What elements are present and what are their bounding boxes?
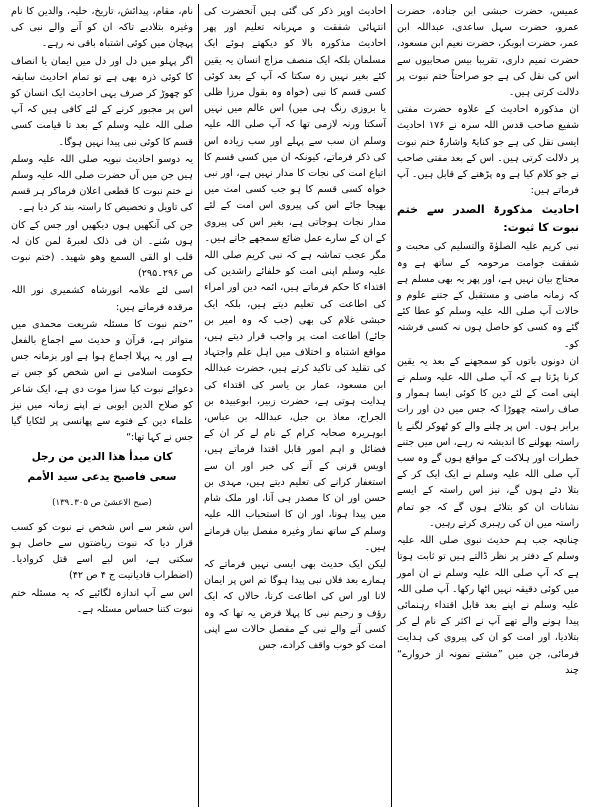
three-column-layout	[6, 4, 584, 807]
quotation: ”ختم نبوت کا مسئلہ شریعت محمدی میں متواتر ہے، قرآن و حدیث سے اجماع بالفعل ہے اور یہ پہلا اجماع ہوا ہے اور بزمانہ جس حکومت اسلامی نے اس شخص کو جس نے دعوائے نبوت کیا سزا موت دی ہے، ایک شاعر کو صلاح الدین ایوبی نے اپنے زمانہ میں نیز علماء دین کے فتوے سے پھانسی پر لٹکایا گیا جس نے کہا تھا:“	[11, 318, 193, 444]
paragraph: عمیس، حضرت حبشی ابن جنادہ، حضرت عمرو، حضرت سہل ساعدی، عبداللہ ابن عمر، حضرت ابوبکر، حضرت نعیم ابن مسعود، حضرت تمیم داری، تقریبا بیس صحابیوں سے اس کی نقل کی ہے جو صراحتاً ختم نبوت پر دلالت کرتی ہیں۔	[397, 6, 579, 99]
paragraph: جن کی آنکھیں ہوں دیکھیں اور جس کے کان ہوں سُنے۔ ان فی ذلک لعبرۃ لمن کان لہ قلب او القی السمع وھو شھید۔ (ختم نبوت ص ۲۹۶۔۲۹۵)	[11, 219, 193, 280]
paragraph: ان مذکورہ احادیث کے علاوہ حضرت مفتی شفیع صاحب قدس اللہ سرہ نے ۱۷۶ احادیث ایسی نقل کی ہے جو کنایۃً واشارۃً ختم نبوت پر دلالت کرتی ہیں۔ اس کے بعد مفتی صاحب نے جو کلام کیا ہے وہ پڑھنے کے قابل ہیں۔ آپ فرماتے ہیں:	[397, 104, 579, 197]
paragraph: اس شعر سے اس شخص نے نبوت کو کسب قرار دیا کہ نبوت ریاضتوں سے حاصل ہو سکتی ہے، اس لیے اسے قتل کروادیا۔ (اضطراب قادیانیت ج ۴ ص ۴۲)	[11, 521, 193, 582]
column-right	[392, 4, 584, 807]
paragraph: یہ دوسو احادیث نبویہ صلی اللہ علیہ وسلم ہیں جن میں آں حضرت صلی اللہ علیہ وسلم نے ختم نبوت کا قطعی اعلان فرماکر ہر قسم کی تاویل و تخصیص کا راستہ بند کر دیا ہے۔	[11, 153, 193, 214]
paragraph: اگر پہلو میں دل اور دل میں ایمان یا انصاف کا کوئی ذرہ بھی ہے تو تمام احادیث سابقہ کو چھوڑ کر صرف یہی احادیث ایک انسان کو اس پر مجبور کرنے کے لئے کافی ہیں کہ آپ صلی اللہ علیہ وسلم کے بعد تا قیامت کسی قسم کا کوئی نبی پیدا نہیں ہوگا۔	[11, 55, 193, 148]
paragraph: اسی لئے علامہ انورشاہ کشمیری نور اللہ مرقدہ فرماتے ہیں:	[11, 285, 193, 313]
citation: (صبح الاعشیٰ ص ۳۰۵۔۱۳۹)	[52, 497, 152, 508]
paragraph: نبی کریم علیہ الصلوٰۃ والتسلیم کی محبت و شفقت جوامت مرحومہ کے ساتھ ہے وہ محتاج بیان نہیں ہے، اور پھر یہ بھی مسلم ہے کہ زمانہ ماضی و مستقبل کے جتنے علوم و حالات آپ صلی اللہ علیہ وسلم کو عطا کئے گئے وہ کسی کو حاصل ہوں نہ کسی فرشتہ کو۔	[397, 241, 579, 350]
paragraph: احادیث اوپر ذکر کی گئی ہیں آنحضرت کی انتہائی شفقت و مہربانہ تعلیم اور پھر احادیث مذکورہ بالا کو دیکھتے ہوئے ایک مسلمان بلکہ ایک منصف مزاج انسان یہ یقین کئے بغیر نہیں رہ سکتا کہ آپ کے بعد کوئی کسی قسم کا نبی (خواہ وہ بقول مرزا ظلی یا بروزی رنگ ہی میں) اس عالم میں نہیں آسکتا ورنہ لازمی تھا کہ آپ صلی اللہ علیہ وسلم ان سب سے پہلے اور سب زیادہ اس کی ذکر فرماتے، کیونکہ ان میں کسی قسم کا اتباع امت کی نجات کا مدار نہیں ہے، اور نبی خواہ کسی قسم کا ہو جب کسی امت میں بھیجا جائے اس کی پیروی اس امت کے لئے مدار نجات ہوجاتی ہے، بغیر اس کی پیروی کے ان کے سارے عمل ضائع سمجھے جاتے ہیں۔	[204, 6, 386, 244]
arabic-verse-line: کان مبدأ ھذا الدین من رجل	[31, 451, 173, 464]
section-heading: احادیث مذکورۃ الصدر سے ختم نبوت کا ثبوت:	[397, 203, 579, 235]
paragraph: چنانچہ جب ہم حدیث نبوی صلی اللہ علیہ وسلم کے دفتر پر نظر ڈالتے ہیں تو ثابت ہوتا ہے کہ آپ صلی اللہ علیہ وسلم نے ان امور میں کوئی دقیقہ نہیں اٹھا رکھا۔ آپ صلی اللہ علیہ وسلم نے اپنے بعد قابل اقتداء رہنمائی پیدا ہونے والے تھے آپ نے اکثر کے نام لے کر بتلادیا، اور امت کو ان کی پیروی کی ہدایت فرمائی، جن میں ”مشتے نمونہ از خروارے“ چند	[397, 535, 579, 676]
paragraph: لیکن ایک حدیث بھی ایسی نہیں فرماتے کہ ہمارے بعد فلاں نبی پیدا ہوگا تم اس پر ایمان لانا اور اس کی اطاعت کرنا، حالاں کہ ایک رؤف و رحیم نبی کا پہلا فرض یہ تھا کہ وہ کسی آنے والے نبی کے مفصل حالات سے اپنی امت کو خوب واقف کرادے، جس	[204, 558, 386, 651]
paragraph: مگر عجب تماشہ ہے کہ نبی کریم صلی اللہ علیہ وسلم اپنی امت کو خلفائے راشدین کی اقتداء کا حکم فرماتے ہیں، ائمہ دین اور امراء کی اطاعت کی تعلیم دیتے ہیں، بلکہ ایک حبشی غلام کی بھی (جب کہ وہ امیر بن جائے) اطاعت امت پر واجب قرار دیتے ہیں، مواقع اشتباہ و اختلاف میں اہل علم واجتہاد کی تقلید کی تاکید کرتے ہیں، حضرت عبداللہ ابن مسعود، عمار بن یاسر کی اقتداء کی ہدایت ہوتی ہے، حضرت زبیر، ابوعبیدہ بن الجراح، معاذ بن جبل، عبداللہ بن عباس، ابوہریرہ صحابہ کرام کے نام لے کر ان کے فضائل و اہم امور قابل اقتدا فرماتے ہیں، اویس قرنی کے آنے کی خبر اور ان سے استغفار کرانے کی تعلیم دیتے ہیں، مہدی بن حسن اور ان کا مصدر ہی آنا، اور ملک شام میں پیدا ہونا، اور ان کا استحباب اللہ علیہ وسلم کے ساتھ نماز وغیرہ مفصل بیان فرماتے ہیں۔	[204, 250, 386, 553]
column-middle	[199, 4, 392, 807]
paragraph: اس سے آپ اندازہ لگائیے کہ یہ مسئلہ ختم نبوت کتنا حساس مسئلہ ہے۔	[11, 587, 193, 615]
arabic-verse-line: سعی فاصبح یدعی سید الأمم	[27, 471, 177, 484]
paragraph: ان دونوں باتوں کو سمجھنے کے بعد یہ یقین کرنا پڑتا ہے کہ آپ صلی اللہ علیہ وسلم نے اپنی امت کے لئے دین کا کوئی ایسا ہموار و صاف راستہ چھوڑا کہ جس میں دن اور رات برابر ہوں۔ اس پر چلنے والے کو ٹھوکر لگنے یا راستہ بھولنے کا اندیشہ نہ رہے، اس میں جتنے خطرات اور ہلاکت کے مواقع ہوں گے وہ سب آپ صلی اللہ علیہ وسلم نے ایک ایک کر کے بتلا دئے ہوں گے، نیز اس راستہ کے ایسے نشانات ان کو بتلائے ہوں گے کہ جو تمام راستہ میں ان کی رہبری کرتے رہیں۔	[397, 355, 579, 529]
paragraph: نام، مقام، پیدائش، تاریخ، حلیہ، والدین کا نام وغیرہ بتلادیے تاکہ ان کو آنے والے نبی کی پہچان میں کوئی اشتباہ باقی نہ رہے۔	[11, 6, 193, 50]
column-left	[6, 4, 199, 807]
